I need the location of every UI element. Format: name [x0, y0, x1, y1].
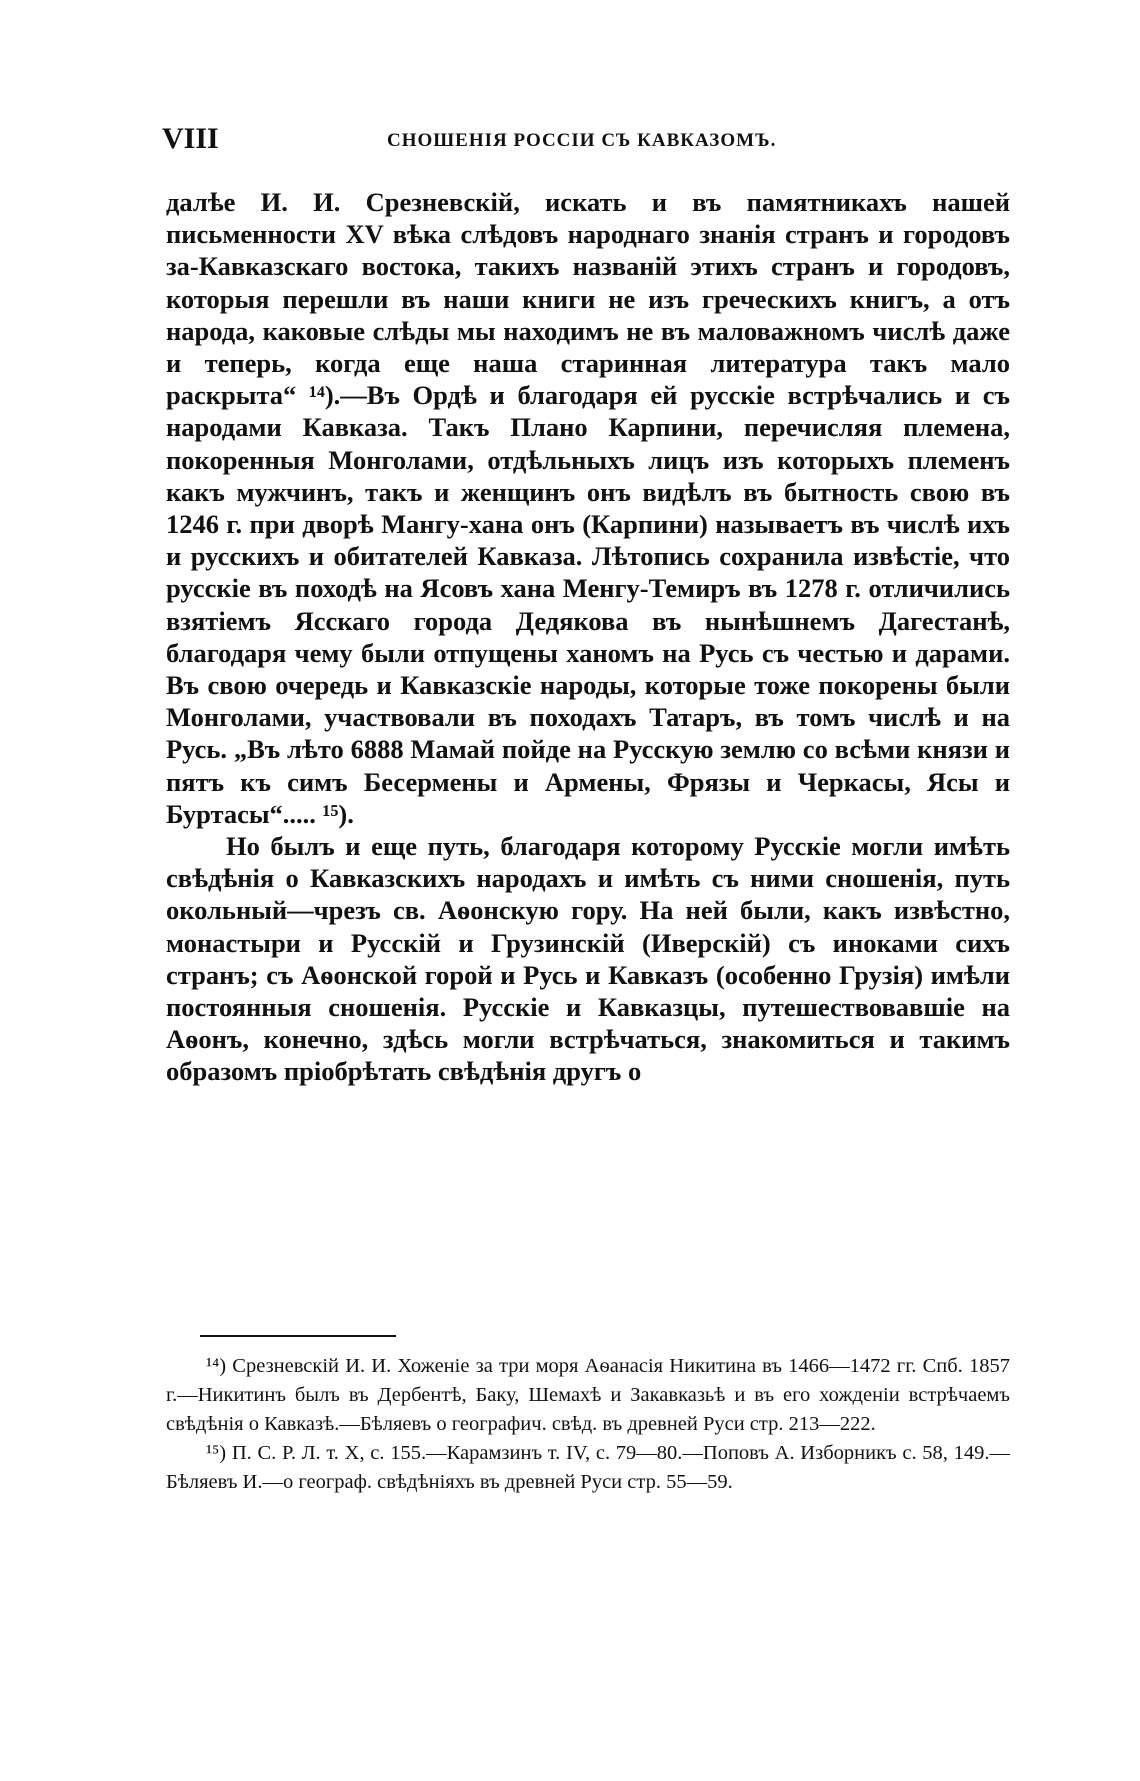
paragraph-1: далѣе И. И. Срезневскій, искать и въ памятникахъ нашей письменности XV вѣка слѣдовъ народнаго знанія странъ и городовъ за-Кавказскаго востока, такихъ названій этихъ странъ и городовъ, которыя перешли въ наши книги не изъ греческихъ книгъ, а отъ народа, каковые слѣды мы находимъ не въ маловажномъ числѣ даже и теперь, когда еще наша старинная литература такъ мало раскрыта“ ¹⁴).—Въ Ордѣ и благодаря ей русскіе встрѣчались и съ народами Кавказа. Такъ Плано Карпини, перечисляя племена, покоренныя Монголами, отдѣльныхъ лицъ изъ которыхъ племенъ какъ мужчинъ, такъ и женщинъ онъ видѣлъ въ бытность свою въ 1246 г. при дворѣ Мангу-хана онъ (Карпини) называетъ въ числѣ ихъ и русскихъ и обитателей Кавказа. Лѣтопись сохранила извѣстіе, что русскіе въ походѣ на Ясовъ хана Менгу-Темиръ въ 1278 г. отличились взятіемъ Ясскаго города Дедякова въ нынѣшнемъ Дагестанѣ, благодаря чему были отпущены ханомъ на Русь съ честью и дарами. Въ свою очередь и Кавказскіе народы, которые тоже покорены были Монголами, участвовали въ походахъ Татаръ, въ томъ числѣ и на Русь. „Въ лѣто 6888 Мамай пойде на Русскую землю со всѣми князи и пятъ къ симъ Бесермены и Армены, Фрязы и Черкасы, Ясы и Буртасы“..... ¹⁵).: [166, 187, 1010, 829]
paragraph-2: Но былъ и еще путь, благодаря которому Русскіе могли имѣть свѣдѣнія о Кавказскихъ народахъ и имѣть съ ними сношенія, путь окольный—чрезъ св. Аѳонскую гору. На ней были, какъ извѣстно, монастыри и Русскій и Грузинскій (Иверскій) съ иноками сихъ странъ; съ Аѳонской горой и Русь и Кавказъ (особенно Грузія) имѣли постоянныя сношенія. Русскіе и Кавказцы, путешествовавшіе на Аѳонъ, конечно, здѣсь могли встрѣчаться, знакомиться и такимъ образомъ пріобрѣтать свѣдѣнія другъ о: [166, 831, 1010, 1087]
footnote-15: ¹⁵) П. С. Р. Л. т. X, с. 155.—Карамзинъ т. IV, с. 79—80.—Поповъ А. Изборникъ с. 58, 149.—Бѣляевъ И.—о географ. свѣдѣніяхъ въ древней Руси стр. 55—59.: [166, 1442, 1010, 1493]
footnote-14: ¹⁴) Срезневскій И. И. Хоженіе за три моря Аѳанасія Никитина въ 1466—1472 гг. Спб. 1857 г.—Никитинъ былъ въ Дербентѣ, Баку, Шемахѣ и Закавказьѣ и въ его хожденіи встрѣчаемъ свѣдѣнія о Кавказѣ.—Бѣляевъ о географич. свѣд. въ древней Руси стр. 213—222.: [166, 1355, 1010, 1435]
footnotes: [166, 1352, 1010, 1497]
page-number: VIII: [162, 122, 219, 155]
main-text: [166, 186, 1010, 1088]
footnote-separator: [200, 1335, 396, 1337]
page-header: [162, 122, 1012, 162]
running-title: СНОШЕНІЯ РОССІИ СЪ КАВКАЗОМЪ.: [387, 130, 777, 151]
